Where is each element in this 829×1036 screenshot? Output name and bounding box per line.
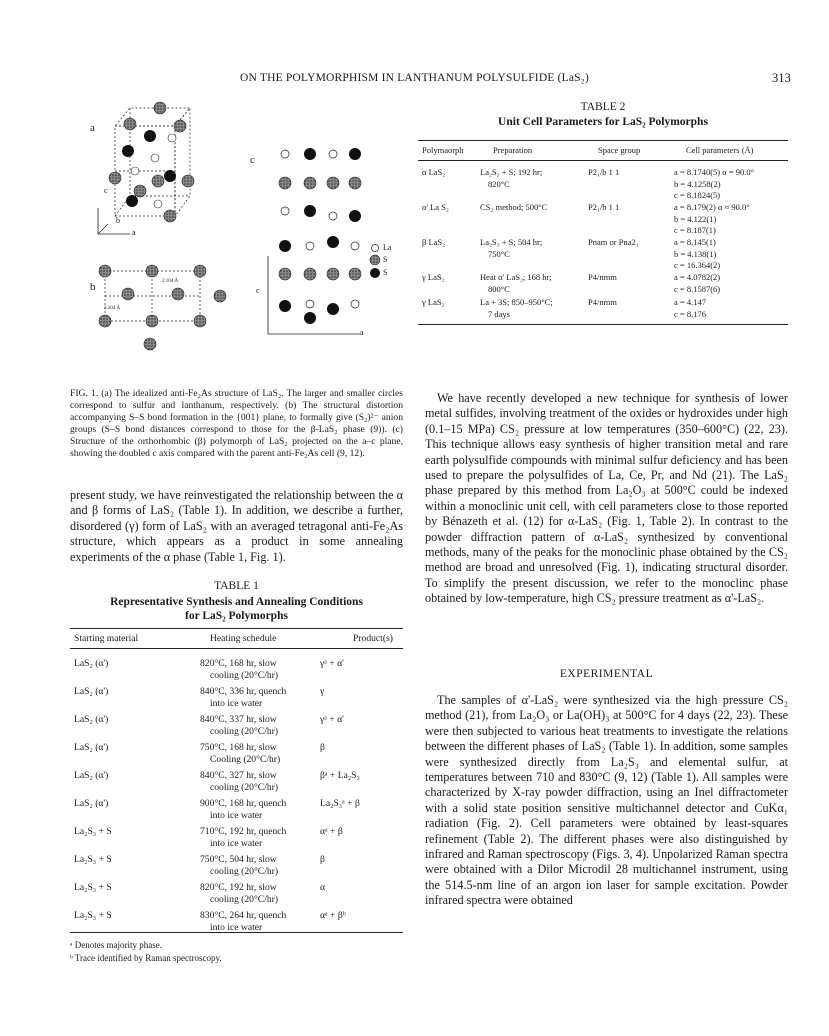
- table-2-header: Polymaorph: [422, 145, 464, 155]
- bond-distance-label: 2.104 Å: [162, 279, 179, 284]
- crystal-structure-diagram: [70, 96, 400, 356]
- panel-c-label: c: [250, 154, 255, 166]
- table-1-title: TABLE 1: [214, 580, 259, 592]
- body-paragraph: present study, we have reinvestigated the relationship between the α and β forms of LaS₂ (Table 1). In addition, we describe a further, disordered (γ) form of LaS₂ with an averaged tetragonal anti-Fe₂As structure, which appears as a product in some annealing experiments of the α phase (Table 1, Fig. 1).: [70, 488, 403, 564]
- axis-b-label: b: [116, 216, 120, 225]
- table-1-rule: [70, 648, 403, 649]
- panel-a-label: a: [90, 122, 95, 134]
- table-2-header: Cell parameters (Å): [686, 145, 754, 155]
- body-paragraph: The samples of α'-LaS₂ were synthesized via the high pressure CS₂ method (21), from La₂O₃ or La(OH)₃ at 500°C for 4 days (22, 23). These were then subjected to various heat treatments to investigate the relations between the different phases of LaS₂ (Table 1). In addition, some samples were synthesized directly from La₂S₃ and elemental sulfur, at temperatures between 710 and 830°C (9, 12) (Table 1). All samples were characterized by X-ray powder diffraction, using an Inel diffractometer with a solid state position sensitive multichannel detector and CuKα₁ radiation (Fig. 2). Cell parameters were obtained by least-squares refinement (Table 2). The different phases were also distinguished by infrared and Raman spectroscopy (Figs. 3, 4). Unpolarized Raman spectra were obtained with a Dilor Microdil 28 multichannel instrument, using the 514.5-nm line of an argon ion laser for sample excitation. Powder infrared spectra were obtained: [425, 693, 788, 908]
- table-1-subtitle: Representative Synthesis and Annealing Conditions for LaS₂ Polymorphs: [110, 596, 363, 622]
- legend-la: La: [383, 243, 392, 252]
- legend-s: S: [383, 255, 388, 264]
- running-head: ON THE POLYMORPHISM IN LANTHANUM POLYSULFIDE (LaS₂): [239, 72, 590, 84]
- table-1-rule: [70, 932, 403, 933]
- panel-a-axes: [98, 208, 130, 234]
- axis-c-label: c: [104, 186, 108, 195]
- figure-1: [70, 96, 400, 356]
- table-2-rule: [418, 160, 788, 161]
- panel-b-cell: [105, 271, 200, 321]
- bond-distance-label: 2.104 Å: [104, 306, 121, 311]
- table-1-footnote: ᵇ Trace identified by Raman spectroscopy.: [70, 953, 222, 963]
- table-1-footnote: ᵃ Denotes majority phase.: [70, 940, 162, 950]
- table-2-rule: [418, 140, 788, 141]
- table-1-header: Heating schedule: [210, 633, 277, 644]
- table-2-title: TABLE 2: [580, 101, 626, 113]
- panel-b-label: b: [90, 281, 96, 293]
- panel-a-atoms: [109, 102, 194, 222]
- axis-c2-label: c: [256, 286, 260, 295]
- table-1-header: Starting material: [74, 633, 139, 644]
- figure-1-caption: FIG. 1. (a) The idealized anti-Fe₂As structure of LaS₂. The larger and smaller circles correspond to sulfur and lanthanum, respectively. (b) The structural distortion accompanying S–S bond formation in the {001} plane, to formally give (S₂)²⁻ anion groups (S–S bond distances correspond to those for the β-LaS₂ phase (9)). (c) Structure of the orthorhombic (β) polymorph of LaS₂ projected on the a–c plane, showing the doubled c axis compared with the parent anti-Fe₂As cell (9, 12).: [70, 388, 403, 459]
- table-2-rule: [418, 324, 788, 325]
- legend-symbols: [370, 245, 380, 279]
- axis-a2-label: a: [360, 328, 364, 337]
- legend-s: S: [383, 268, 388, 277]
- page-number: 313: [772, 71, 791, 85]
- section-heading: EXPERIMENTAL: [559, 668, 654, 680]
- axis-a-label: a: [132, 228, 136, 237]
- body-paragraph: We have recently developed a new technique for synthesis of lower metal sulfides, involving treatment of the oxides or hydroxides under high (0.1–15 MPa) CS₂ pressure at low temperatures (350–600°C) (22, 23). This technique allows easy synthesis of higher transition metal and rare earth polysulfide compounds with minimal sulfur deficiency and has been used to prepare the polysulfides of La, Ce, Pr, and Nd (21). The LaS₂ phase prepared by this method from La₂O₃ at 500°C could be indexed within a monoclinic unit cell, with cell parameters close to those reported by Bénazeth et al. (12) for α-LaS₂ (Fig. 1, Table 2). In contrast to the powder diffraction pattern of α-LaS₂ synthesized by conventional methods, many of the peaks for the monoclinic phase obtained by the CS₂ method are broad and unresolved (Fig. 1), indicating structural disorder. To simplify the present discussion, we refer to the monoclinc phase obtained by low-temperature, high CS₂ pressure treatment as α'-LaS₂.: [425, 391, 788, 606]
- table-1-rule: [70, 628, 403, 629]
- table-2-header: Space group: [598, 145, 641, 155]
- table-2-header: Preparation: [493, 145, 533, 155]
- panel-c-atoms: [279, 148, 361, 324]
- table-2-subtitle: Unit Cell Parameters for LaS₂ Polymorphs: [498, 116, 708, 128]
- table-1-header: Product(s): [353, 633, 393, 644]
